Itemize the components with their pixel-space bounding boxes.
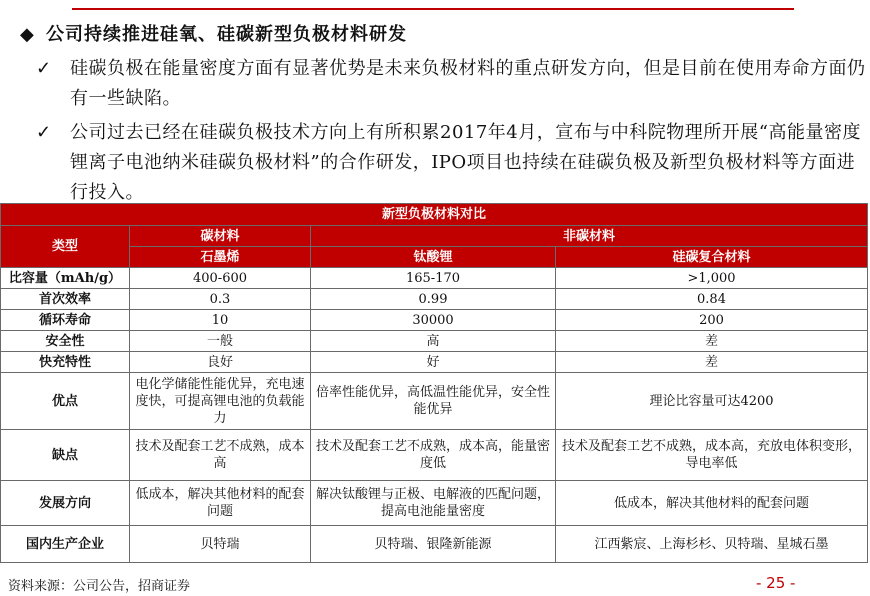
table-cell: 高 <box>311 331 556 352</box>
table-cell: 低成本，解决其他材料的配套问题 <box>130 481 311 526</box>
row-label: 快充特性 <box>1 352 130 373</box>
table-cell: 电化学储能性能优异，充电速度快，可提高锂电池的负载能力 <box>130 373 311 430</box>
row-label: 循环寿命 <box>1 310 130 331</box>
check-icon: ✓ <box>36 58 52 79</box>
table-row <box>1 331 868 352</box>
table-row <box>1 481 868 526</box>
type-header: 类型 <box>1 226 130 268</box>
table-cell: 技术及配套工艺不成熟，成本高，充放电体积变形，导电率低 <box>556 430 868 481</box>
page-number: - 25 - <box>756 574 796 592</box>
material-header: 硅碳复合材料 <box>556 247 868 268</box>
row-label: 缺点 <box>1 430 130 481</box>
table-cell: >1,000 <box>556 268 868 289</box>
row-label: 发展方向 <box>1 481 130 526</box>
material-header: 钛酸锂 <box>311 247 556 268</box>
table-cell: 倍率性能优异，高低温性能优异，安全性能优异 <box>311 373 556 430</box>
row-label: 优点 <box>1 373 130 430</box>
check-icon: ✓ <box>36 122 52 143</box>
table-cell: 165-170 <box>311 268 556 289</box>
carbon-group-header: 碳材料 <box>130 226 311 247</box>
diamond-bullet-icon: ◆ <box>20 24 35 45</box>
table-cell: 10 <box>130 310 311 331</box>
table-cell: 差 <box>556 352 868 373</box>
heading-text: 公司持续推进硅氧、硅碳新型负极材料研发 <box>46 24 407 45</box>
bullet-item <box>36 118 866 208</box>
table-row <box>1 430 868 481</box>
table-cell: 良好 <box>130 352 311 373</box>
table-row <box>1 289 868 310</box>
table-cell: 解决钛酸锂与正极、电解液的匹配问题，提高电池能量密度 <box>311 481 556 526</box>
row-label: 安全性 <box>1 331 130 352</box>
row-label: 比容量（mAh/g） <box>1 268 130 289</box>
top-rule <box>72 8 794 10</box>
section-heading <box>20 20 407 46</box>
table-cell: 0.99 <box>311 289 556 310</box>
bullet-text: 公司过去已经在硅碳负极技术方向上有所积累2017年4月，宣布与中科院物理所开展“高能量密度锂离子电池纳米硅碳负极材料”的合作研发，IPO项目也持续在硅碳负极及新型负极材料等方面进行投入。 <box>70 122 861 203</box>
bullet-item <box>36 54 866 114</box>
row-label: 国内生产企业 <box>1 526 130 563</box>
table-row <box>1 352 868 373</box>
table-row <box>1 310 868 331</box>
table-title: 新型负极材料对比 <box>1 204 868 226</box>
table-row <box>1 268 868 289</box>
comparison-table <box>0 203 868 563</box>
table-cell: 贝特瑞 <box>130 526 311 563</box>
material-header: 石墨烯 <box>130 247 311 268</box>
table-cell: 好 <box>311 352 556 373</box>
table-cell: 技术及配套工艺不成熟，成本高 <box>130 430 311 481</box>
source-note: 资料来源：公司公告，招商证券 <box>8 579 191 594</box>
table-cell: 差 <box>556 331 868 352</box>
table-cell: 30000 <box>311 310 556 331</box>
table-cell: 200 <box>556 310 868 331</box>
bullet-text: 硅碳负极在能量密度方面有显著优势是未来负极材料的重点研发方向，但是目前在使用寿命方面仍有一些缺陷。 <box>70 58 866 109</box>
table-cell: 江西紫宸、上海杉杉、贝特瑞、星城石墨 <box>556 526 868 563</box>
table-cell: 理论比容量可达4200 <box>556 373 868 430</box>
table-row <box>1 526 868 563</box>
row-label: 首次效率 <box>1 289 130 310</box>
table-cell: 0.3 <box>130 289 311 310</box>
table-cell: 低成本，解决其他材料的配套问题 <box>556 481 868 526</box>
table-row <box>1 373 868 430</box>
noncarbon-group-header: 非碳材料 <box>311 226 868 247</box>
table-cell: 400-600 <box>130 268 311 289</box>
table-cell: 一般 <box>130 331 311 352</box>
table-cell: 贝特瑞、银隆新能源 <box>311 526 556 563</box>
table-cell: 0.84 <box>556 289 868 310</box>
table-cell: 技术及配套工艺不成熟，成本高，能量密度低 <box>311 430 556 481</box>
